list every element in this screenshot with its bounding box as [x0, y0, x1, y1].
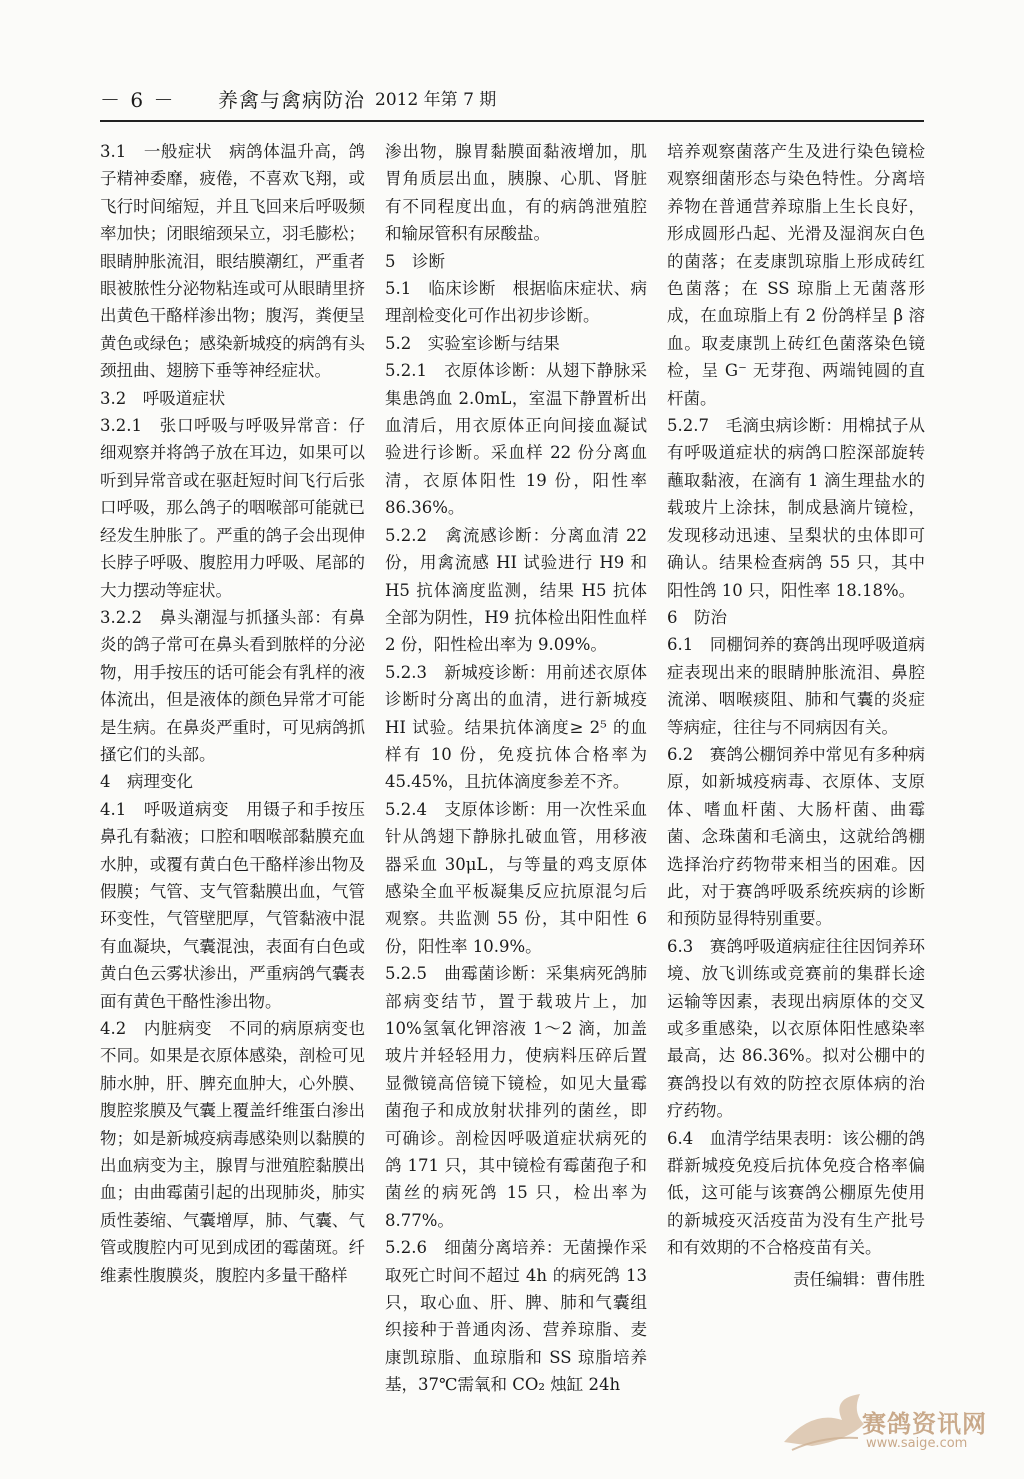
- heading-5-2: 5.2 实验室诊断与结果: [385, 333, 560, 353]
- page-number: － 6 －: [100, 88, 176, 112]
- watermark-url: www.saige.com: [866, 1436, 968, 1451]
- paragraph-5-2-6-cont: 培养观察菌落产生及进行染色镜检观察细菌形态与染色特性。分离培养物在普通营养琼脂上生长良好，形成圆形凸起、光滑及湿润灰白色的菌落；在麦康凯琼脂上形成砖红色菌落；在 SS 琼脂上无菌落形成，在血琼脂上有 2 份鸽样呈 β 溶血。取麦康凯上砖红色菌落染色镜检，呈 G⁻ 无芽孢、两端钝圆的直杆菌。: [667, 142, 925, 408]
- paragraph-6-3: 6.3 赛鸽呼吸道病症往往因饲养环境、放飞训练或竞赛前的集群长途运输等因素，表现出病原体的交叉或多重感染，以衣原体阳性感染率最高，达 86.36%。拟对公棚中的赛鸽投以有效的防控衣原体病的治疗药物。: [667, 936, 925, 1121]
- page-header: [100, 82, 924, 118]
- paragraph-4-2: 4.2 内脏病变 不同的病原病变也不同。如果是衣原体感染，剖检可见肺水肿，肝、脾充血肿大，心外膜、腹腔浆膜及气囊上覆盖纤维蛋白渗出物；如是新城疫病毒感染则以黏膜的出血病变为主，腺胃与泄殖腔黏膜出血；由曲霉菌引起的出现肺炎，肺实质性萎缩、气囊增厚，肺、气囊、气管或腹腔内可见到成团的霉菌斑。纤维素性腹膜炎，腹腔内多量干酪样: [100, 1019, 365, 1285]
- issue-label: 2012 年第 7 期: [375, 90, 497, 110]
- paragraph-5-1: 5.1 临床诊断 根据临床症状、病理剖检变化可作出初步诊断。: [385, 279, 647, 326]
- paragraph-5-2-3: 5.2.3 新城疫诊断：用前述衣原体诊断时分离出的血清，进行新城疫 HI 试验。结果抗体滴度≥ 2⁵ 的血样有 10 份，免疫抗体合格率为 45.45%，且抗体滴度参差不齐。: [385, 662, 647, 792]
- paragraph-3-1: 3.1 一般症状 病鸽体温升高，鸽子精神委靡，疲倦，不喜欢飞翔，或飞行时间缩短，并且飞回来后呼吸频率加快；闭眼缩颈呆立，羽毛膨松；眼睛肿胀流泪，眼结膜潮红，严重者眼被脓性分泌物粘连或可从眼睛里挤出黄色干酪样渗出物；腹泻，粪便呈黄色或绿色；感染新城疫的病鸽有头颈扭曲、翅膀下垂等神经症状。: [100, 142, 365, 381]
- paragraph-3-2-2: 3.2.2 鼻头潮湿与抓搔头部：有鼻炎的鸽子常可在鼻头看到脓样的分泌物，用手按压的话可能会有乳样的液体流出，但是液体的颜色异常才可能是生病。在鼻炎严重时，可见病鸽抓搔它们的头部。: [100, 607, 365, 764]
- column-3: [667, 138, 925, 1293]
- heading-4: 4 病理变化: [100, 772, 193, 792]
- paragraph-5-2-6: 5.2.6 细菌分离培养：无菌操作采取死亡时间不超过 4h 的病死鸽 13 只，取心血、肝、脾、肺和气囊组织接种于普通肉汤、营养琼脂、麦康凯琼脂、血琼脂和 SS 琼脂培养基，37℃需氧和 CO₂ 烛缸 24h: [385, 1238, 647, 1395]
- journal-name: 养禽与禽病防治: [218, 88, 365, 112]
- heading-6: 6 防治: [667, 607, 727, 627]
- paragraph-5-2-5: 5.2.5 曲霉菌诊断：采集病死鸽肺部病变结节，置于载玻片上，加 10%氢氧化钾溶液 1～2 滴，加盖玻片并轻轻用力，使病料压碎后置显微镜高倍镜下镜检，如见大量霉菌孢子和成放射状排列的菌丝，即可确诊。剖检因呼吸道症状病死的鸽 171 只，其中镜检有霉菌孢子和菌丝的病死鸽 15 只，检出率为 8.77%。: [385, 964, 647, 1230]
- paragraph-4-2-cont: 渗出物，腺胃黏膜面黏液增加，肌胃角质层出血，胰腺、心肌、肾脏有不同程度出血，有的病鸽泄殖腔和输尿管积有尿酸盐。: [385, 142, 647, 244]
- responsible-editor: 责任编辑：曹伟胜: [793, 1269, 925, 1289]
- paragraph-3-2-1: 3.2.1 张口呼吸与呼吸异常音：仔细观察并将鸽子放在耳边，如果可以听到异常音或在驱赶短时间飞行后张口呼吸，那么鸽子的咽喉部可能就已经发生肿胀了。严重的鸽子会出现伸长脖子呼吸、腹腔用力呼吸、尾部的大力摆动等症状。: [100, 416, 365, 600]
- header-rule: [100, 120, 924, 122]
- heading-3-2: 3.2 呼吸道症状: [100, 388, 226, 408]
- paragraph-4-1: 4.1 呼吸道病变 用镊子和手按压鼻孔有黏液；口腔和咽喉部黏膜充血水肿，或覆有黄白色干酪样渗出物及假膜；气管、支气管黏膜出血，气管环变性，气管壁肥厚，气管黏液中混有血凝块，气囊混浊，表面有白色或黄白色云雾状渗出，严重病鸽气囊表面有黄色干酪性渗出物。: [100, 799, 365, 1011]
- paragraph-5-2-2: 5.2.2 禽流感诊断：分离血清 22 份，用禽流感 HI 试验进行 H9 和 H5 抗体滴度监测，结果 H5 抗体全部为阴性，H9 抗体检出阳性血样 2 份，阳性检出率为 9.09%。: [385, 525, 647, 655]
- heading-5: 5 诊断: [385, 251, 445, 271]
- paragraph-6-1: 6.1 同棚饲养的赛鸽出现呼吸道病症表现出来的眼睛肿胀流泪、鼻腔流涕、咽喉痰阻、肺和气囊的炎症等病症，往往与不同病因有关。: [667, 635, 925, 737]
- column-1: [100, 138, 365, 1289]
- watermark-site-name: 赛鸽资讯网: [862, 1410, 987, 1438]
- column-2: [385, 138, 647, 1399]
- paragraph-5-2-7: 5.2.7 毛滴虫病诊断：用棉拭子从有呼吸道症状的病鸽口腔深部旋转蘸取黏液，在滴有 1 滴生理盐水的载玻片上涂抹，制成悬滴片镜检，发现移动迅速、呈梨状的虫体即可确认。结果检查病鸽 55 只，其中阳性鸽 10 只，阳性率 18.18%。: [667, 416, 925, 600]
- paragraph-5-2-4: 5.2.4 支原体诊断：用一次性采血针从鸽翅下静脉扎破血管，用移液器采血 30μL，与等量的鸡支原体感染全血平板凝集反应抗原混匀后观察。共监测 55 份，其中阳性 6 份，阳性率 10.9%。: [385, 799, 647, 956]
- paragraph-5-2-1: 5.2.1 衣原体诊断：从翅下静脉采集患鸽血 2.0mL，室温下静置析出血清后，用衣原体正向间接血凝试验进行诊断。采血样 22 份分离血清，衣原体阳性 19 份，阳性率 86.36%。: [385, 361, 647, 518]
- paragraph-6-4: 6.4 血清学结果表明：该公棚的鸽群新城疫免疫后抗体免疫合格率偏低，这可能与该赛鸽公棚原先使用的新城疫灭活疫苗为没有生产批号和有效期的不合格疫苗有关。: [667, 1128, 925, 1258]
- paragraph-6-2: 6.2 赛鸽公棚饲养中常见有多种病原，如新城疫病毒、衣原体、支原体、嗜血杆菌、大肠杆菌、曲霉菌、念珠菌和毛滴虫，这就给鸽棚选择治疗药物带来相当的困难。因此，对于赛鸽呼吸系统疾病的诊断和预防显得特别重要。: [667, 744, 925, 929]
